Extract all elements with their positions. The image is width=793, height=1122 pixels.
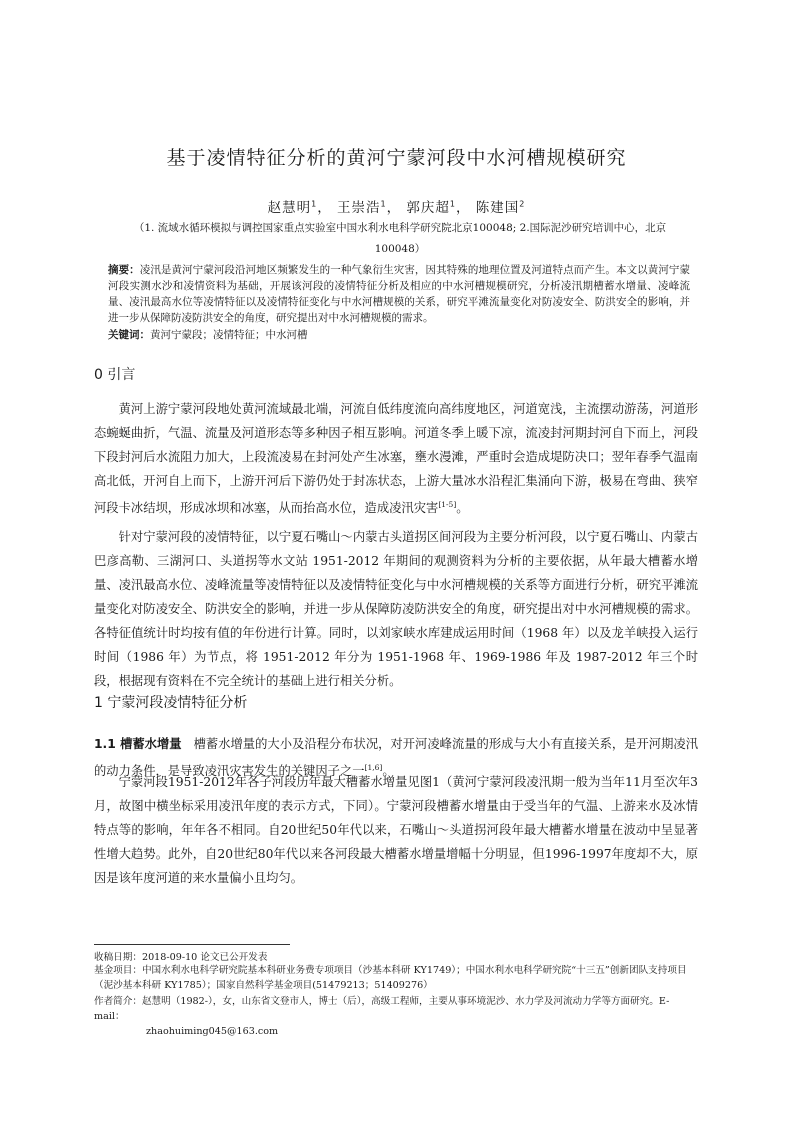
paragraph-text: 槽蓄水增量的大小及沿程分布状况，对开河凌峰流量的形成与大小有直接关系，是开河期凌汛的动力条件，是导致凌汛灾害发生的关键因子之一 bbox=[94, 737, 698, 779]
footnote-author bbox=[94, 994, 698, 1039]
body-paragraph bbox=[94, 770, 698, 890]
author-separator: ， bbox=[386, 200, 402, 216]
intro-paragraph bbox=[94, 525, 698, 693]
abstract-label: 摘要： bbox=[108, 264, 140, 276]
author-list bbox=[0, 196, 793, 216]
intro-paragraph bbox=[94, 397, 698, 520]
author-affil-mark: 2 bbox=[519, 199, 526, 209]
footnote-received: 收稿日期：2018-09-10 论文已公开发表 bbox=[94, 952, 268, 963]
section-heading-analysis: 1 宁蒙河段凌情特征分析 bbox=[94, 695, 248, 711]
author-name: 陈建国 bbox=[475, 200, 520, 216]
paragraph-end: 。 bbox=[456, 501, 469, 516]
affiliation-line: （1. 流域水循环模拟与调控国家重点实验室中国水利水电科学研究院北京100048; 2.国际泥沙研究培训中心，北京 bbox=[133, 222, 667, 234]
footnote-fund: 基金项目：中国水利水电科学研究院基本科研业务费专项项目（沙基本科研 KY1749）；中国水利水电科学研究院“十三五”创新团队支持项目（泥沙基本科研 KY1785）；国家自然科学基金项目(51479213；51409276） bbox=[94, 965, 687, 991]
citation-ref: [1,6] bbox=[364, 763, 383, 772]
paper-title: 基于凌情特征分析的黄河宁蒙河段中水河槽规模研究 bbox=[166, 147, 627, 169]
author-email: zhaohuiming045@163.com bbox=[146, 1026, 279, 1037]
author-affil-mark: 1 bbox=[311, 199, 318, 209]
section-heading-intro: 0 引言 bbox=[94, 367, 136, 383]
author-name: 王崇浩 bbox=[337, 200, 381, 216]
footnote-divider bbox=[94, 944, 290, 945]
paragraph-text: 针对宁蒙河段的凌情特征，以宁夏石嘴山～内蒙古头道拐区间河段为主要分析河段，以宁夏石嘴山、内蒙古巴彦高勒、三湖河口、头道拐等水文站 1951-2012 年期间的观测资料为分析的主要依据，从年最大槽蓄水增量、凌汛最高水位、凌峰流量等凌情特征以及凌情特征变化与中水河槽规模的关系等方面进行分析，研究平滩流量变化对防凌安全、防洪安全的影响，并进一步从保障防凌防洪安全的角度，研究提出对中水河槽规模的需求。各特征值统计时均按有值的年份进行计算。同时，以刘家峡水库建成运用时间（1968 年）以及龙羊峡投入运行时间（1986 年）为节点，将 1951-2012 年分为 1951-1968 年、1969-1986 年及 1987-2012 年三个时段，根据现有资料在不完全统计的基础上进行相关分析。 bbox=[94, 530, 698, 688]
abstract-text: 凌汛是黄河宁蒙河段沿河地区频繁发生的一种气象衍生灾害，因其特殊的地理位置及河道特点而产生。本文以黄河宁蒙河段实测水沙和凌情资料为基础，开展该河段的凌情特征分析及相应的中水河槽规模研究，分析凌汛期槽蓄水增量、凌峰流量、凌汛最高水位等凌情特征以及凌情特征变化与中水河槽规模的关系，研究平滩流量变化对防凌安全、防洪安全的影响，并进一步从保障防凌防洪安全的角度，研究提出对中水河槽规模的需求。 bbox=[108, 264, 690, 324]
abstract bbox=[108, 262, 690, 326]
keywords-text: 黄河宁蒙段；凌情特征；中水河槽 bbox=[150, 329, 308, 341]
author-affil-mark: 1 bbox=[380, 199, 387, 209]
citation-ref: [1-5] bbox=[438, 500, 457, 509]
keywords bbox=[108, 327, 690, 343]
author-name: 郭庆超 bbox=[406, 200, 450, 216]
author-separator: ， bbox=[317, 200, 332, 216]
author-affil-mark: 1 bbox=[449, 199, 456, 209]
author-separator: ， bbox=[455, 200, 471, 216]
footnote-author-text: 作者简介：赵慧明（1982-），女，山东省文登市人，博士（后），高级工程师，主要从事环境泥沙、水力学及河流动力学等方面研究。E-mail： bbox=[94, 996, 670, 1022]
author-name: 赵慧明 bbox=[267, 200, 312, 216]
paragraph-text: 宁蒙河段1951-2012年各子河段历年最大槽蓄水增量见图1（黄河宁蒙河段凌汛期一般为当年11月至次年3月，故图中横坐标采用凌汛年度的表示方式，下同）。宁蒙河段槽蓄水增量由于受当年的气温、上游来水及冰情特点等的影响，年年各不相同。自20世纪50年代以来，石嘴山～头道拐河段年最大槽蓄水增量在波动中呈显著性增大趋势。此外，自20世纪80年代以来各河段最大槽蓄水增量增幅十分明显，但1996-1997年度却不大，原因是该年度河道的来水量偏小且均匀。 bbox=[94, 775, 698, 885]
keywords-label: 关键词： bbox=[108, 329, 150, 341]
paragraph-text: 黄河上游宁蒙河段地处黄河流域最北端，河流自低纬度流向高纬度地区，河道宽浅，主流摆动游荡，河道形态蜿蜒曲折，气温、流量及河道形态等多种因子相互影响。河道冬季上暖下凉，流凌封河期封河自下而上，河段下段封河后水流阻力加大，上段流凌易在封河处产生冰塞，壅水漫滩，严重时会造成堤防决口；翌年春季气温南高北低，开河自上而下，上游开河后下游仍处于封冻状态，上游大量冰水沿程汇集涌向下游，极易在弯曲、狭窄河段卡冰结坝，形成冰坝和冰塞，从而抬高水位，造成凌汛灾害 bbox=[94, 402, 698, 516]
affiliation-line: 100048） bbox=[374, 243, 426, 255]
subsection-heading: 1.1 槽蓄水增量 bbox=[94, 737, 182, 751]
paragraph-end: 。 bbox=[382, 764, 395, 779]
